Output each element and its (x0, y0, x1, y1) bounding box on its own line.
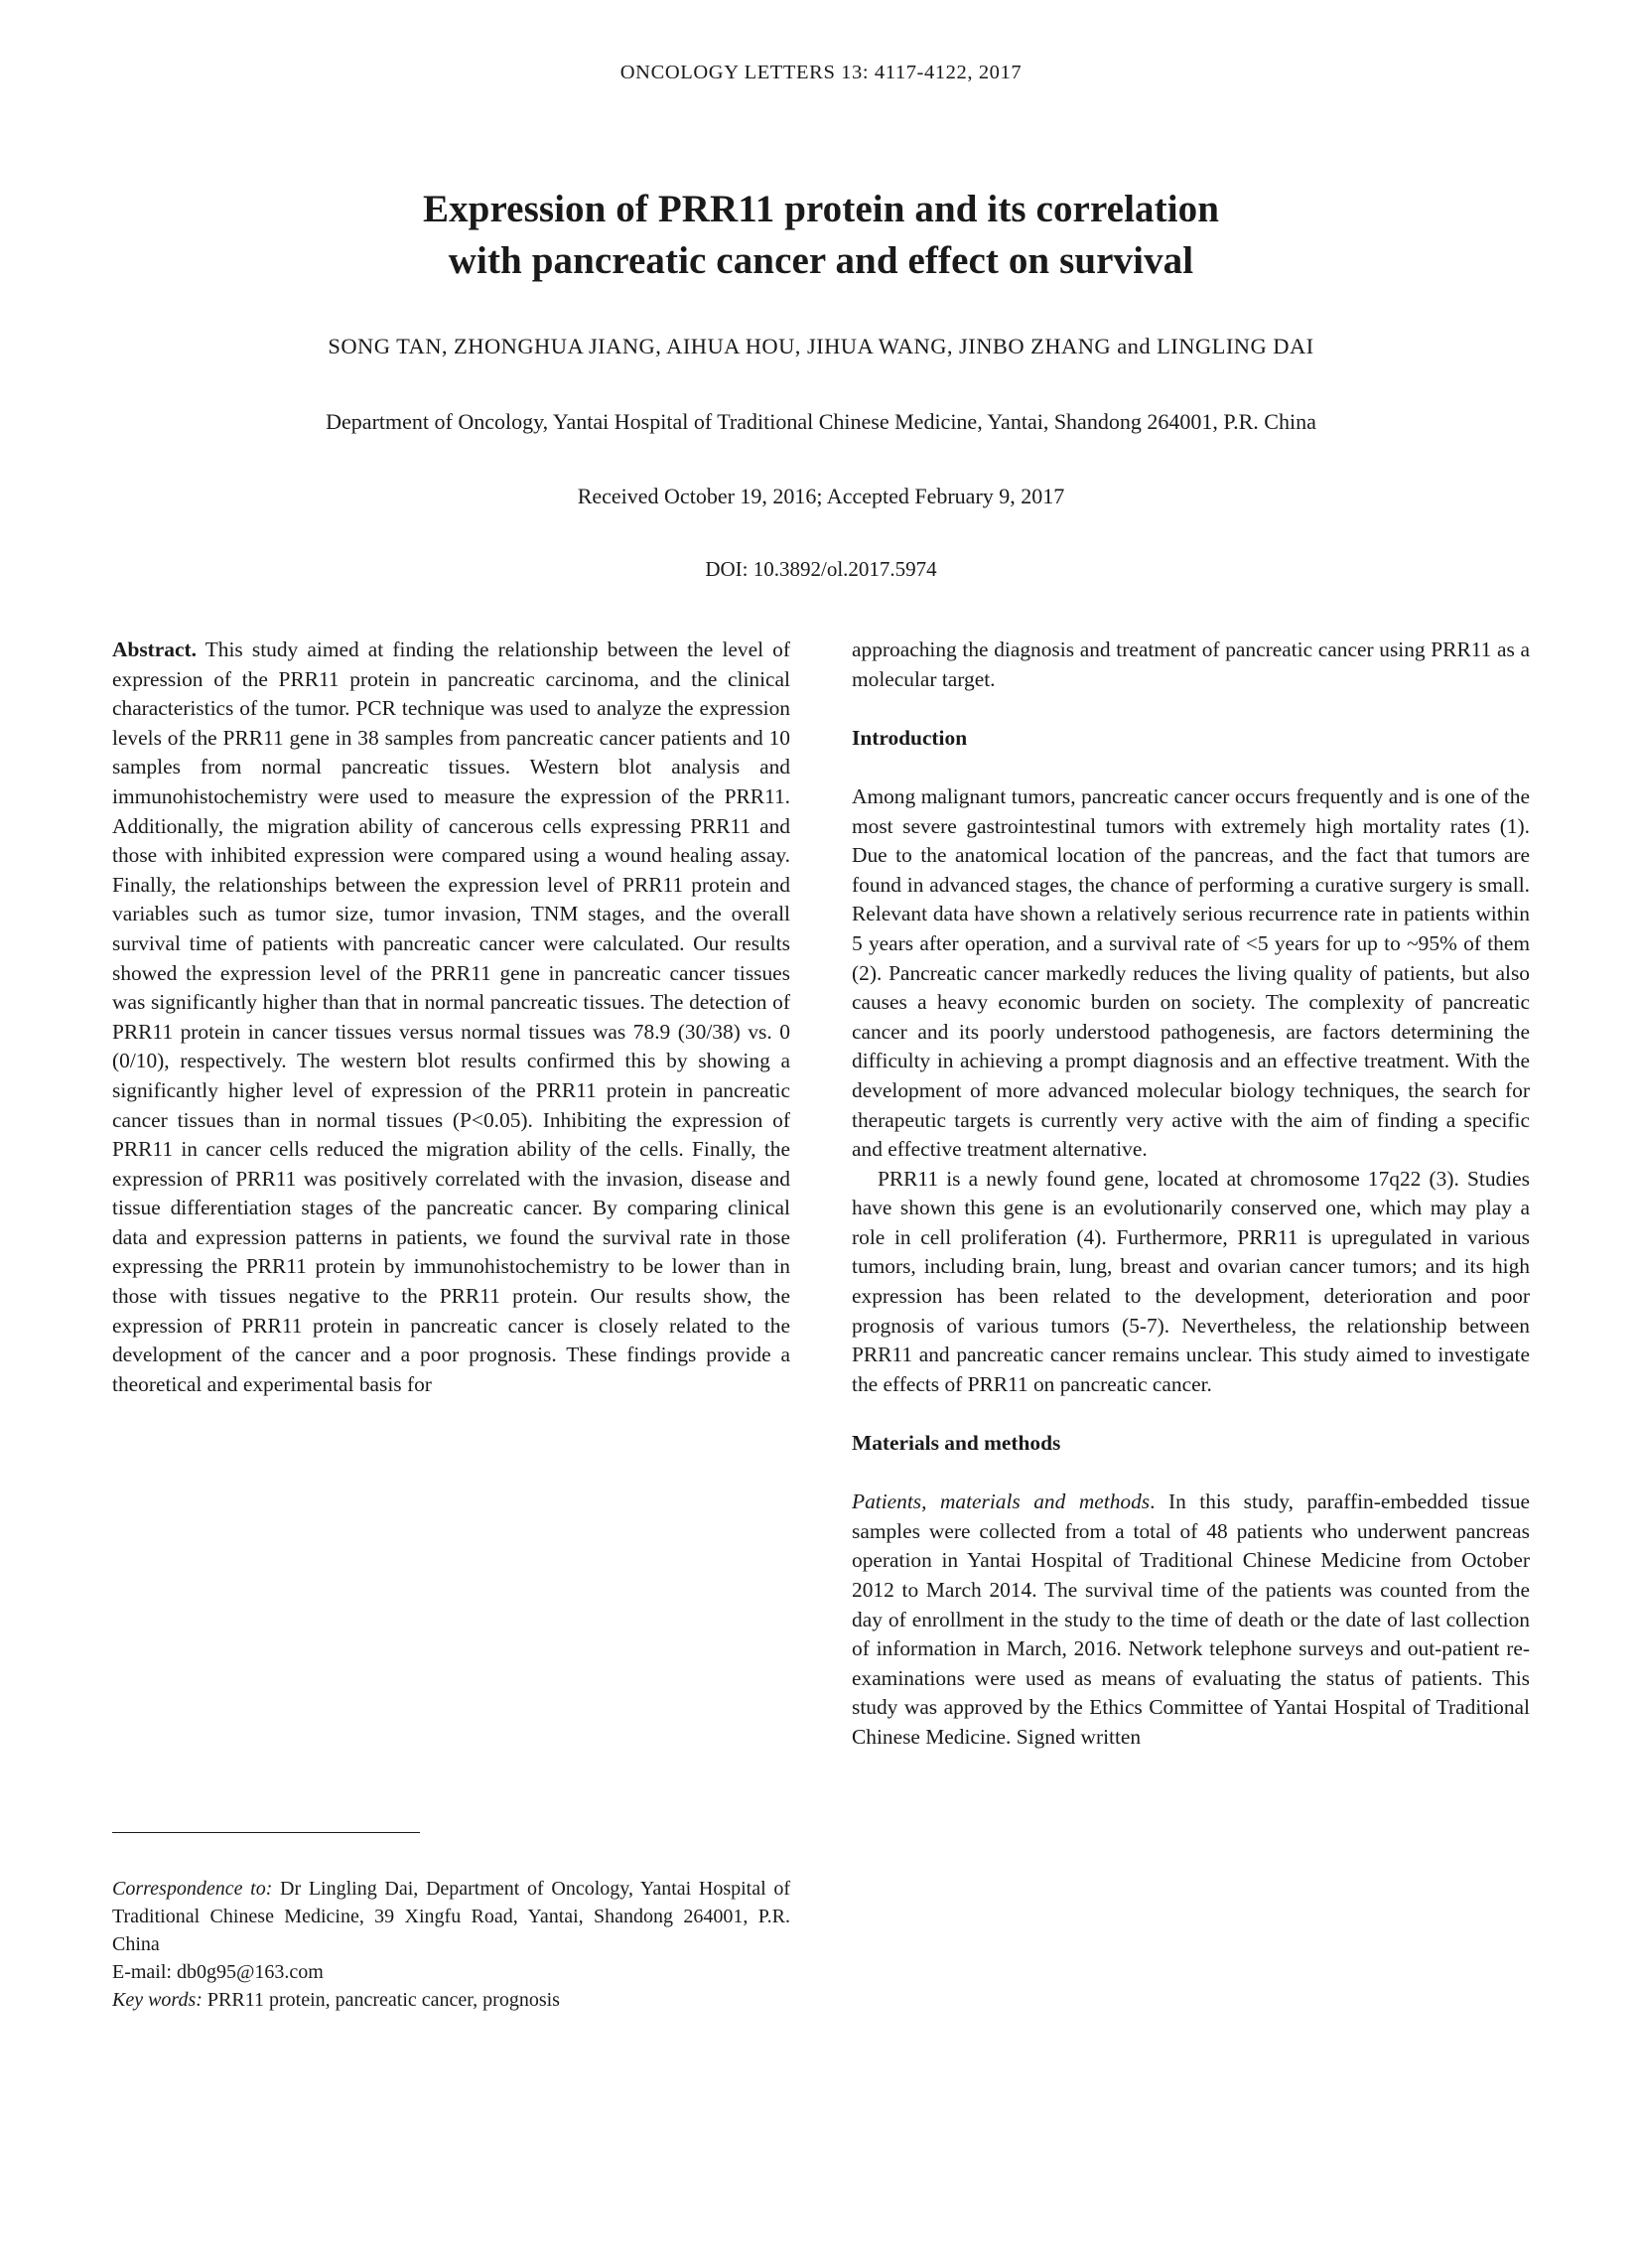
abstract-paragraph (112, 636, 790, 1399)
correspondence-note (112, 1875, 790, 1958)
materials-methods-text: . In this study, paraffin-embedded tissue samples were collected from a total of 48 patients who underwent pancreas operation in Yantai Hospital of Traditional Chinese Medicine from October 2012 to March 2014. The survival time of the patients was counted from the day of enrollment in the study to the time of death or the date of last collection of information in March, 2016. Network telephone surveys and out-patient re-examinations were used as means of evaluating the status of patients. This study was approved by the Ethics Committee of Yantai Hospital of Traditional Chinese Medicine. Signed written (852, 1489, 1530, 1749)
correspondence-label: Correspondence to: (112, 1878, 273, 1900)
paper-title-line-2: with pancreatic cancer and effect on survival (448, 238, 1194, 282)
materials-methods-paragraph (852, 1488, 1530, 1752)
section-heading-introduction: Introduction (852, 725, 968, 750)
received-accepted-dates: Received October 19, 2016; Accepted February 9, 2017 (577, 484, 1065, 509)
footnote-block (112, 1832, 790, 2014)
journal-running-head: ONCOLOGY LETTERS 13: 4117-4122, 2017 (619, 62, 1023, 83)
doi: DOI: 10.3892/ol.2017.5974 (705, 557, 937, 582)
abstract-label: Abstract. (112, 638, 197, 661)
section-heading-materials-and-methods: Materials and methods (852, 1431, 1061, 1456)
right-column (852, 636, 1530, 2185)
page-title (0, 184, 1642, 287)
title-block (0, 184, 1642, 582)
subsection-label-patients-materials-methods: Patients, materials and methods (852, 1489, 1151, 1514)
author-list: SONG TAN, ZHONGHUA JIANG, AIHUA HOU, JIHUA WANG, JINBO ZHANG and LINGLING DAI (328, 333, 1314, 358)
footnote-divider (112, 1832, 420, 1833)
keywords-line (112, 1986, 790, 2014)
abstract-text: This study aimed at finding the relationship between the level of expression of the PRR11 protein in pancreatic carcinoma, and the clinical characteristics of the tumor. PCR technique was used to analyze the expression levels of the PRR11 gene in 38 samples from pancreatic cancer patients and 10 samples from normal pancreatic tissues. Western blot analysis and immunohistochemistry were used to measure the expression of the PRR11. Additionally, the migration ability of cancerous cells expressing PRR11 and those with inhibited expression were compared using a wound healing assay. Finally, the relationships between the expression level of PRR11 protein and variables such as tumor size, tumor invasion, TNM stages, and the overall survival time of patients with pancreatic cancer were calculated. Our results showed the expression level of the PRR11 gene in pancreatic cancer tissues was significantly higher than that in normal pancreatic tissues. The detection of PRR11 protein in cancer tissues versus normal tissues was 78.9 (30/38) vs. 0 (0/10), respectively. The western blot results confirmed this by showing a significantly higher level of expression of the PRR11 protein in pancreatic cancer tissues than in normal tissues (P<0.05). Inhibiting the expression of PRR11 in cancer cells reduced the migration ability of the cells. Finally, the expression of PRR11 was positively correlated with the invasion, disease and tissue differentiation stages of the pancreatic cancer. By comparing clinical data and expression patterns in patients, we found the survival rate in those expressing the PRR11 protein by immunohistochemistry to be lower than in those with tissues negative to the PRR11 protein. Our results show, the expression of PRR11 protein in pancreatic cancer is closely related to the development of the cancer and a poor prognosis. These findings provide a theoretical and experimental basis for (112, 638, 790, 1396)
affiliation: Department of Oncology, Yantai Hospital of Traditional Chinese Medicine, Yantai, Shandong 264001, P.R. China (326, 409, 1316, 435)
correspondence-text: Dr Lingling Dai, Department of Oncology, Yantai Hospital of Traditional Chinese Medicine, 39 Xingfu Road, Yantai, Shandong 264001, P.R. China (112, 1878, 791, 1955)
introduction-paragraph-1: Among malignant tumors, pancreatic cancer occurs frequently and is one of the most severe gastrointestinal tumors with extremely high mortality rates (1). Due to the anatomical location of the pancreas, and the fact that tumors are found in advanced stages, the chance of performing a curative surgery is small. Relevant data have shown a relatively serious recurrence rate in patients within 5 years after operation, and a survival rate of <5 years for up to ~95% of them (2). Pancreatic cancer markedly reduces the living quality of patients, but also causes a heavy economic burden on society. The complexity of pancreatic cancer and its poorly understood pathogenesis, are factors determining the difficulty in achieving a prompt diagnosis and an effective treatment. With the development of more advanced molecular biology techniques, the search for therapeutic targets is currently very active with the aim of finding a specific and effective treatment alternative. (852, 783, 1530, 1162)
keywords-label: Key words: (112, 1989, 203, 2011)
introduction-paragraph-2: PRR11 is a newly found gene, located at chromosome 17q22 (3). Studies have shown this gene is an evolutionarily conserved one, which may play a role in cell proliferation (4). Furthermore, PRR11 is upregulated in various tumors, including brain, lung, breast and ovarian cancer tumors; and its high expression has been related to the development, deterioration and poor prognosis of various tumors (5-7). Nevertheless, the relationship between PRR11 and pancreatic cancer remains unclear. This study aimed to investigate the effects of PRR11 on pancreatic cancer. (852, 1166, 1530, 1396)
keywords-text: PRR11 protein, pancreatic cancer, prognosis (202, 1989, 560, 2011)
correspondence-email: E-mail: db0g95@163.com (112, 1961, 324, 1983)
abstract-continuation: approaching the diagnosis and treatment of pancreatic cancer using PRR11 as a molecular target. (852, 638, 1530, 691)
paper-title-line-1: Expression of PRR11 protein and its correlation (422, 188, 1220, 230)
